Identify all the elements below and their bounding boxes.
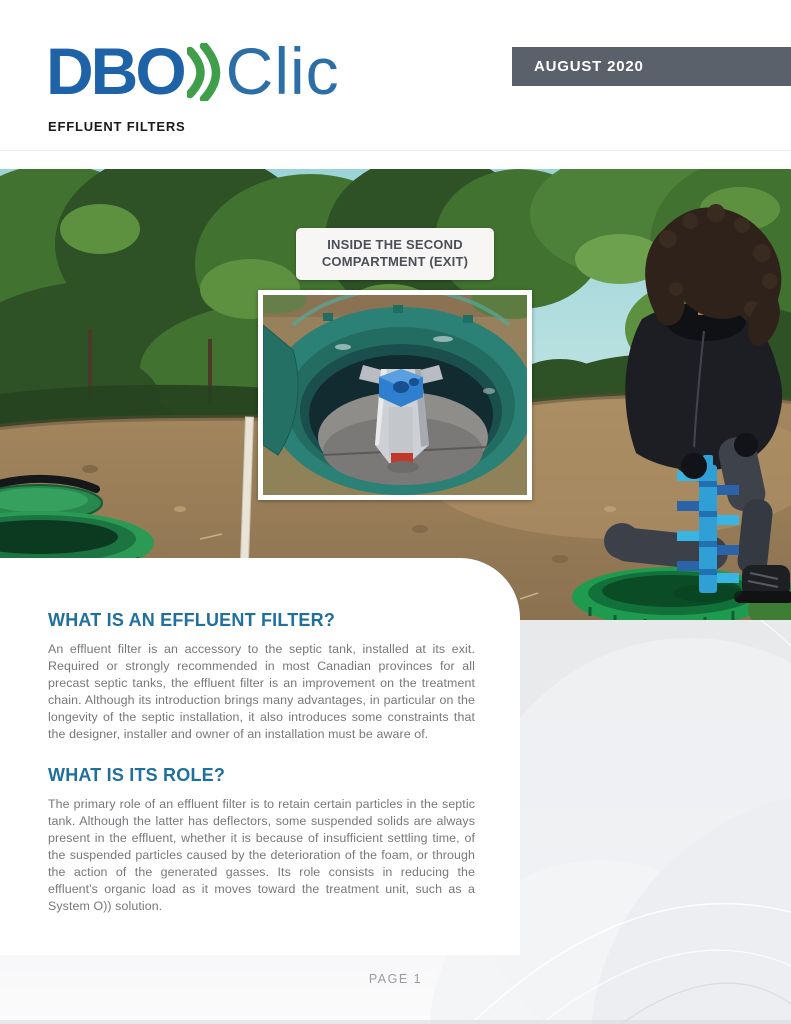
brand-waves-icon <box>187 43 221 101</box>
content-panel <box>0 558 520 955</box>
inset-photo <box>258 290 532 500</box>
brand-logo-clic: Clic <box>225 34 340 108</box>
header-divider <box>0 150 791 151</box>
photo-callout-text: INSIDE THE SECOND COMPARTMENT (EXIT) <box>321 237 469 269</box>
page-number-label: PAGE 1 <box>368 972 423 986</box>
inset-photo-illustration <box>263 295 527 495</box>
section-heading-effluent-filter: WHAT IS AN EFFLUENT FILTER? <box>48 610 336 630</box>
page-header <box>0 0 791 169</box>
section-heading-role: WHAT IS ITS ROLE? <box>48 765 226 785</box>
page-bottom-edge <box>0 1020 791 1024</box>
brand-logo-dbo: DBO <box>46 34 184 108</box>
section-body-effluent-filter: An effluent filter is an accessory to the septic tank, installed at its exit. Required or strongly recommended in most Canadian provinces for all precast septic tanks, the effluent filter is an improvement on the treatment chain. Although its introduction brings many advantages, in particular on the longevity of the septic installation, it also introduces some constraints that the designer, installer and owner of an installation must be aware of. <box>48 642 475 741</box>
newsletter-subtitle: EFFLUENT FILTERS <box>48 119 186 134</box>
photo-callout-label <box>296 228 494 280</box>
brand-logo <box>46 34 340 108</box>
section-body-role: The primary role of an effluent filter is to retain certain particles in the septic tank. Although the latter has deflectors, some suspended solids are always present in the effluent, whether it is because of insufficient settling time, of the suspended particles caused by the deterioration of the foam, or through the action of the generated gasses. Its role consists in reducing the effluent's organic load as it moves toward the treatment unit, such as a System O)) solution. <box>48 797 475 913</box>
date-banner: AUGUST 2020 <box>512 47 791 86</box>
